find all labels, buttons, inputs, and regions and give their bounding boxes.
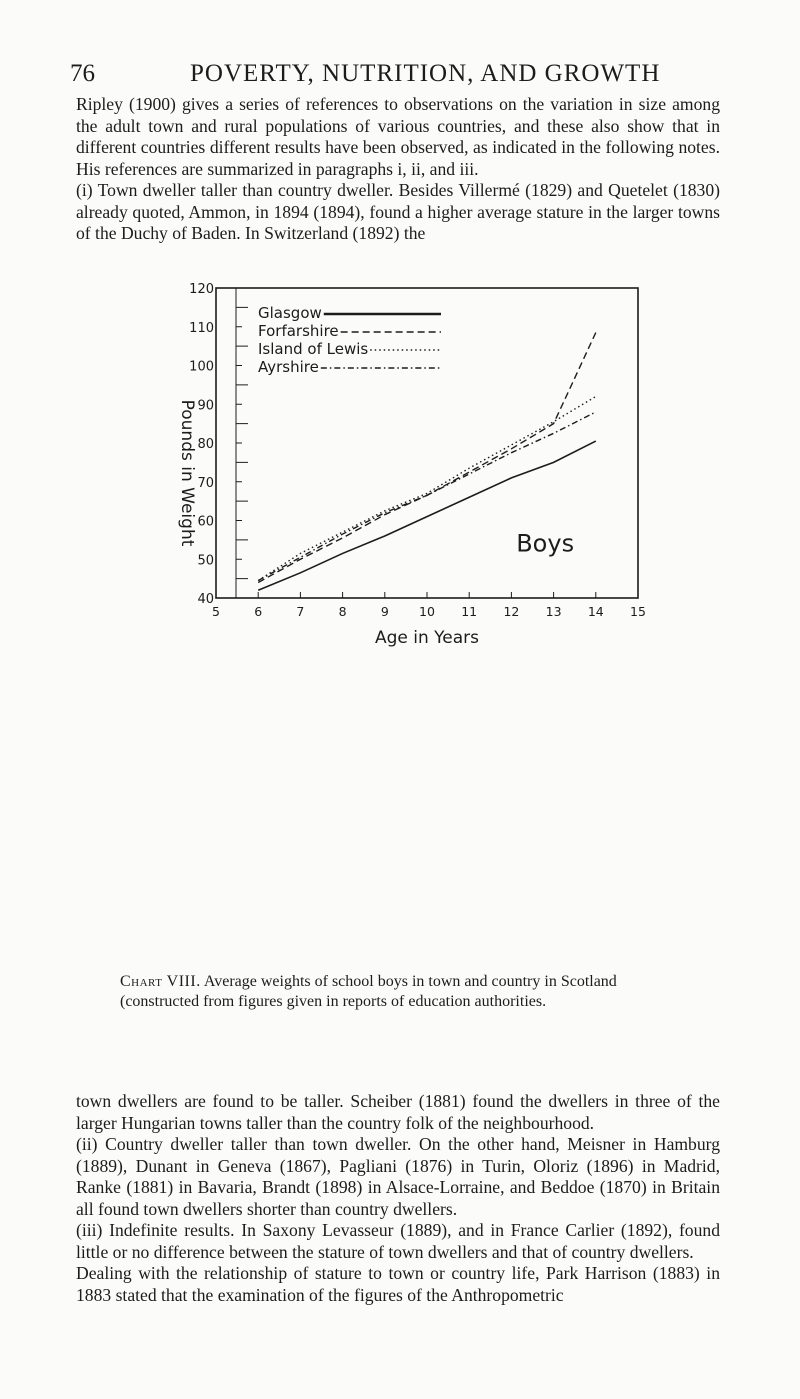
paragraph-indefinite: (iii) Indefinite results. In Saxony Levasseur (1889), and in France Carlier (1892), found little or no difference between the stature of town dwellers and that of country dwellers. (76, 1220, 720, 1262)
caption-label: Chart VIII. (120, 973, 201, 990)
paragraph-town-taller: (i) Town dweller taller than country dweller. Besides Villermé (1829) and Quetelet (1830) already quoted, Ammon, in 1894 (1894), found a higher average stature in the larger towns of the Duchy of Baden. In Switzerland (1892) the (76, 180, 720, 243)
y-tick-label: 50 (197, 553, 214, 569)
boys-annotation: Boys (516, 529, 575, 558)
series-line-glasgow (258, 441, 596, 590)
x-tick-label: 7 (296, 604, 305, 619)
paragraph-ripley: Ripley (1900) gives a series of references to observations on the variation in size among the adult town and rural populations of various countries, and these also show that in different countries different results have been observed, as indicated in the following notes. His references are summarized in paragraphs i, ii, and iii. (76, 94, 720, 179)
y-tick-label: 70 (197, 475, 214, 491)
x-tick-label: 8 (338, 604, 347, 619)
x-tick-label: 15 (630, 604, 646, 619)
bottom-text-block (76, 1091, 720, 1306)
x-tick-label: 14 (587, 604, 604, 619)
x-tick-label: 13 (545, 604, 562, 619)
weight-chart-svg (160, 278, 660, 658)
x-tick-label: 5 (212, 604, 220, 619)
caption-text: Average weights of school boys in town and country in Scotland (constructed from figures given in reports of education authorities. (120, 973, 617, 1010)
x-tick-label: 9 (380, 604, 389, 619)
legend-entry-island-of-lewis: Island of Lewis (258, 340, 369, 358)
y-axis-title: Pounds in Weight (177, 399, 197, 547)
paragraph-continuation: town dwellers are found to be taller. Scheiber (1881) found the dwellers in three of the larger Hungarian towns taller than the country folk of the neighbourhood. (76, 1091, 720, 1133)
x-tick-label: 11 (461, 604, 478, 619)
paragraph-country-taller: (ii) Country dweller taller than town dweller. On the other hand, Meisner in Hamburg (1889), Dunant in Geneva (1867), Pagliani (1876) in Turin, Oloriz (1896) in Madrid, Ranke (1881) in Bavaria, Brandt (1898) in Alsace-Lorraine, and Beddoe (1870) in Britain all found town dwellers shorter than country dwellers. (76, 1134, 720, 1219)
chart-viii (160, 278, 660, 658)
legend-entry-glasgow: Glasgow (258, 304, 322, 322)
running-title: POVERTY, NUTRITION, AND GROWTH (190, 60, 661, 87)
top-text-block (76, 94, 720, 245)
x-tick-label: 6 (254, 604, 263, 619)
y-tick-label: 80 (197, 437, 214, 452)
paragraph-park-harrison: Dealing with the relationship of stature to town or country life, Park Harrison (1883) in 1883 stated that the examination of the figures of the Anthropometric (76, 1263, 720, 1305)
legend-entry-forfarshire: Forfarshire (258, 322, 339, 340)
x-tick-label: 10 (419, 604, 435, 619)
x-tick-label: 12 (503, 604, 520, 619)
page-number: 76 (70, 60, 95, 87)
y-tick-label: 90 (197, 398, 214, 414)
y-tick-label: 100 (189, 359, 214, 375)
chart-caption (120, 972, 685, 1011)
y-tick-label: 120 (189, 282, 214, 297)
x-axis-title: Age in Years (374, 628, 480, 648)
y-tick-label: 60 (197, 514, 214, 530)
page-header (70, 60, 720, 94)
legend-entry-ayrshire: Ayrshire (258, 358, 319, 376)
y-tick-label: 40 (197, 592, 214, 607)
y-tick-label: 110 (189, 320, 214, 336)
